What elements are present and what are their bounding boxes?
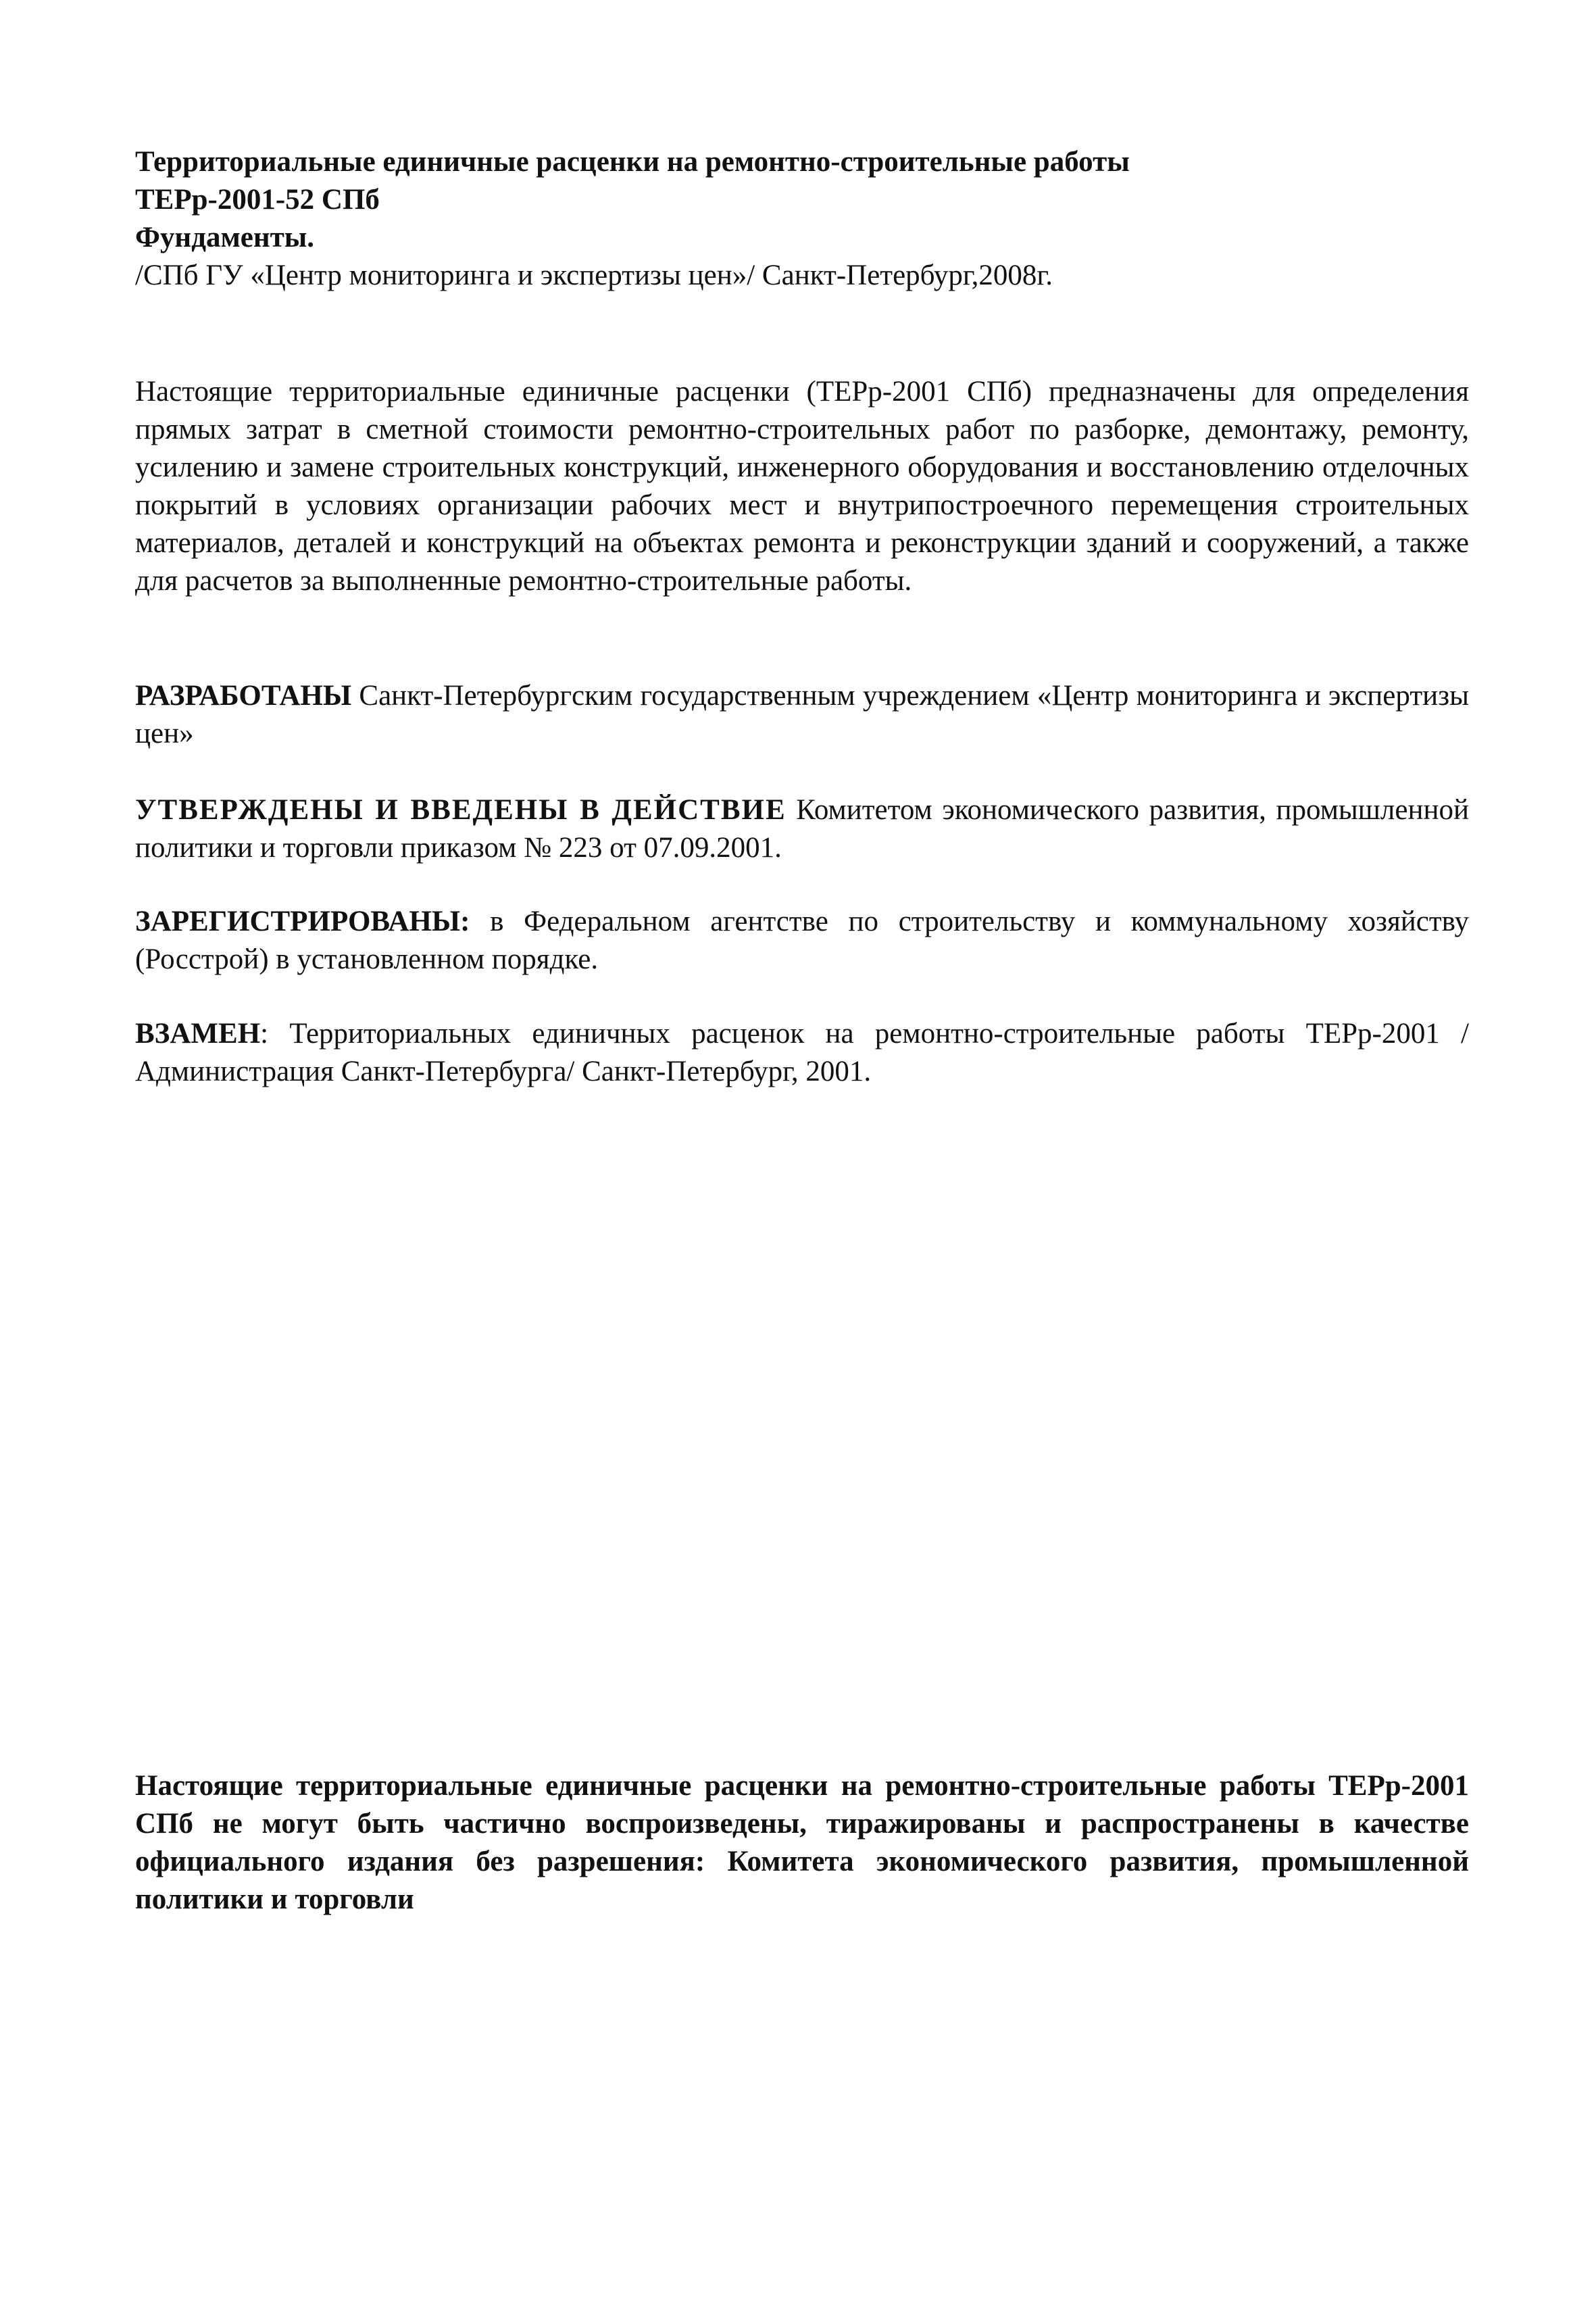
document-publisher: /СПб ГУ «Центр мониторинга и экспертизы цен»/ Санкт-Петербург,2008г. <box>135 260 1053 291</box>
document-header <box>135 143 1473 295</box>
registered-label: ЗАРЕГИСТРИРОВАНЫ: <box>135 906 470 937</box>
developed-text: Санкт-Петербургским государственным учреждением «Центр мониторинга и экспертизы цен» <box>135 680 1469 749</box>
approved-text: Комитетом экономического развития, промышленной политики и торговли приказом № 223 от 07.09.2001. <box>135 794 1469 864</box>
replaces-text: : Территориальных единичных расценок на ремонтно-строительные работы ТЕРр-2001 /Администрация Санкт-Петербурга/ Санкт-Петербург, 2001. <box>135 1018 1469 1087</box>
approved-paragraph <box>135 791 1469 867</box>
developed-paragraph <box>135 677 1469 753</box>
document-code: ТЕРр-2001-52 СПб <box>135 184 380 216</box>
replaces-label: ВЗАМЕН <box>135 1018 261 1050</box>
developed-label: РАЗРАБОТАНЫ <box>135 680 352 712</box>
document-section: Фундаменты. <box>135 222 315 253</box>
replaces-paragraph <box>135 1015 1469 1091</box>
copyright-notice: Настоящие территориальные единичные расценки на ремонтно-строительные работы ТЕРр-2001 СПб не могут быть частично воспроизведены, тиражированы и распространены в качестве официального издания без разрешения: Комитета экономического развития, промышленной политики и торговли <box>135 1770 1469 1915</box>
intro-paragraph: Настоящие территориальные единичные расценки (ТЕРр-2001 СПб) предназначены для определения прямых затрат в сметной стоимости ремонтно-строительных работ по разборке, демонтажу, ремонту, усилению и замене строительных конструкций, инженерного оборудования и восстановлению отделочных покрытий в условиях организации рабочих мест и внутрипостроечного перемещения строительных материалов, деталей и конструкций на объектах ремонта и реконструкции зданий и сооружений, а также для расчетов за выполненные ремонтно-строительные работы. <box>135 376 1469 597</box>
document-title: Территориальные единичные расценки на ремонтно-строительные работы <box>135 146 1130 178</box>
approved-label: УТВЕРЖДЕНЫ И ВВЕДЕНЫ В ДЕЙСТВИЕ <box>135 794 787 826</box>
registered-paragraph <box>135 903 1469 979</box>
registered-text: в Федеральном агентстве по строительству и коммунальному хозяйству (Росстрой) в установленном порядке. <box>135 906 1469 975</box>
